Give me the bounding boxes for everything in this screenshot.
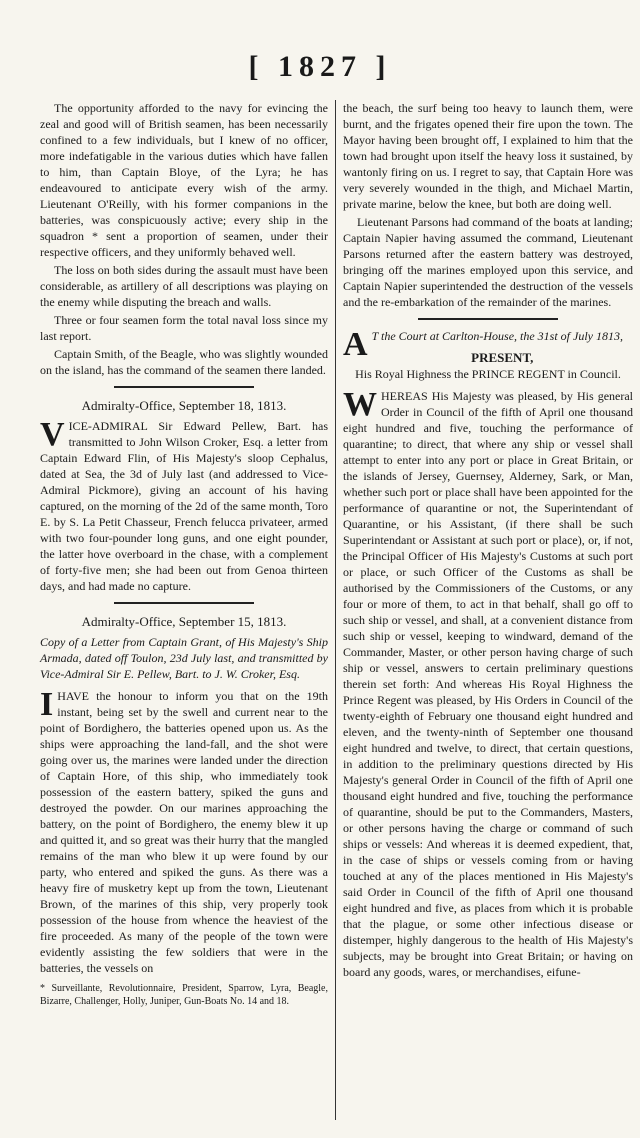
drop-cap: W xyxy=(343,386,377,423)
paragraph: The loss on both sides during the assault must have been considerable, as artillery of all descriptions was playing on the enemy while disputing the breach and walls. xyxy=(40,263,328,309)
section-heading: Admiralty-Office, September 15, 1813. xyxy=(81,614,287,629)
paragraph-with-dropcap xyxy=(343,388,633,980)
drop-cap: I xyxy=(40,686,54,723)
paragraph-text: ICE-ADMIRAL Sir Edward Pellew, Bart. has transmitted to John Wilson Croker, Esq. a letter from Captain Edward Flin, of His Majesty's sloop Cephalus, dated at Sea, the 3d of July last (and addressed to Vice-Admiral Pickmore), giving an account of his having captured, on the morning of the 2d of the same month, Toro E. by S. La Petit Chasseur, French felucca privateer, armed with two four-pounder long guns, and one eight pounder, the latter hove overboard in the chase, with a complement of forty-five men; she had been out from Genoa thirteen days, and had made no capture. xyxy=(40,419,328,593)
column-divider xyxy=(335,100,336,1120)
paragraph: Three or four seamen form the total naval loss since my last report. xyxy=(40,313,328,343)
section-rule xyxy=(418,318,558,320)
drop-cap: A xyxy=(343,326,368,363)
paragraph: the beach, the surf being too heavy to launch them, were burnt, and the frigates opened their fire upon the town. The Mayor having been brought off, I explained to him that the town had brought upon itself the heavy loss it sustained, by wantonly firing on us. I regret to say, that Captain Hore was very severely wounded in the thigh, and Michael Martin, private marine, below the knee, but both are doing well. xyxy=(343,101,633,211)
section-rule xyxy=(114,386,254,388)
page-number-header: [ 1827 ] xyxy=(248,50,392,83)
left-column xyxy=(40,100,328,1010)
letter-caption: Copy of a Letter from Captain Grant, of His Majesty's Ship Armada, dated off Toulon, 23d July last, and transmitted by Vice-Admiral Sir E. Pellew, Bart. to J. W. Croker, Esq. xyxy=(40,635,328,681)
section-rule xyxy=(114,602,254,604)
present-heading: PRESENT, xyxy=(471,350,534,365)
drop-cap: V xyxy=(40,416,65,453)
footnote: * Surveillante, Revolutionnaire, President, Sparrow, Lyra, Beagle, Bizarre, Challenger, Holly, Juniper, Gun-Boats No. 14 and 18. xyxy=(40,983,328,1007)
paragraph-with-dropcap xyxy=(40,688,328,976)
paragraph: Captain Smith, of the Beagle, who was slightly wounded on the island, has the command of the seamen there landed. xyxy=(40,347,328,377)
section-heading: Admiralty-Office, September 18, 1813. xyxy=(81,398,287,413)
paragraph-with-dropcap xyxy=(40,418,328,594)
paragraph-text: HEREAS His Majesty was pleased, by His general Order in Council of the fifth of April one thousand eight hundred and five, touching the performance of quarantine; to direct, that where any ship or vessel shall attempt to enter into any port or place in Great Britain, or the islands of Jersey, Guernsey, Alderney, Sark, or Man, whether such port or place shall have been appointed for the performance of quarantine or not, the Superintendant of Quarantine, or his Assistant, (if there shall be such Superintendant or Assistant at such port or place), or, if not, the Principal Officer of His Majesty's Customs at such port or place, or such Officer of the Customs as shall be authorised by the Commissioners of the Customs, or any four or more of them, to act in that behalf, shall go off to such ship or vessel, and shall, at a convenient distance from such ship or vessel, keeping to windward, demand of the Commander, Master, or other person having charge of such ship or vessel, answers to certain preliminary questions therein set forth: And whereas His Royal Highness the Prince Regent was pleased, by His Orders in Council of the twenty-eighth of February one thousand eight hundred and eleven, and the twenty-ninth of September one thousand eight hundred and twelve, to direct, that certain questions, in addition to the preliminary questions directed by His Majesty's general Order in Council of the fifth of April one thousand eight hundred and five, touching the performance of quarantine, should be put to the Commanders, Masters, or other persons having the charge or command of such ships or vessels: And whereas it is deemed expedient, that, in the case of ships or vessels coming from or having touched at any of the places mentioned in His Majesty's said Order in Council of the fifth of April one thousand eight hundred and five, as places from which it is probable that the plague, or some other infectious disease or distemper, highly dangerous to the health of His Majesty's subjects, may be brought into Great Britain; or having on board any goods, wares, or merchandises, eifune- xyxy=(343,389,633,979)
royal-subheading: His Royal Highness the PRINCE REGENT in Council. xyxy=(355,367,621,381)
paragraph-text: HAVE the honour to inform you that on the 19th instant, being set by the swell and current near to the point of Bordighero, the batteries opened upon us. As the ships were approaching the land-fall, and the shot were going over us, the marines were landed under the direction of Captain Hore, of this ship, who immediately took possession of the eastern battery, spiked the guns and destroyed the powder. On our marines approaching the battery, on the point of Bordighero, the enemy blew it up and quitted it, and so great was their hurry that the mangled remains of the man who blew it up were found by our party, who entered and spiked the guns. As there was a heavy fire of musketry kept up from the town, Lieutenant Brown, of the marines of this ship, very properly took possession of the house from whence the heaviest of the fire proceeded. As many of the people of the town were evidently assisting the few soldiers that were in the batteries, the vessels on xyxy=(40,689,328,975)
right-column xyxy=(343,100,633,982)
paragraph-text: T the Court at Carlton-House, the 31st of July 1813, xyxy=(371,329,624,343)
paragraph: Lieutenant Parsons had command of the boats at landing; Captain Napier having assumed the command, Lieutenant Parsons returned after the eastern battery was destroyed, bringing off the marines employed upon this service, and Captain Napier superintended the destruction of the vessels and the re-embarkation of the remainder of the marines. xyxy=(343,215,633,309)
paragraph: The opportunity afforded to the navy for evincing the zeal and good will of British seamen, has been necessarily confined to a few individuals, but I knew of no officer, more indefatigable in the various duties which have fallen to him, than Captain Bloye, of the Lyra; he has endeavoured to anticipate every wish of the army. Lieutenant O'Reilly, with his former companions in the batteries, was conspicuously active; every ship in the squadron * sent a proportion of seamen, under their respective officers, and they uniformly behaved well. xyxy=(40,101,328,259)
